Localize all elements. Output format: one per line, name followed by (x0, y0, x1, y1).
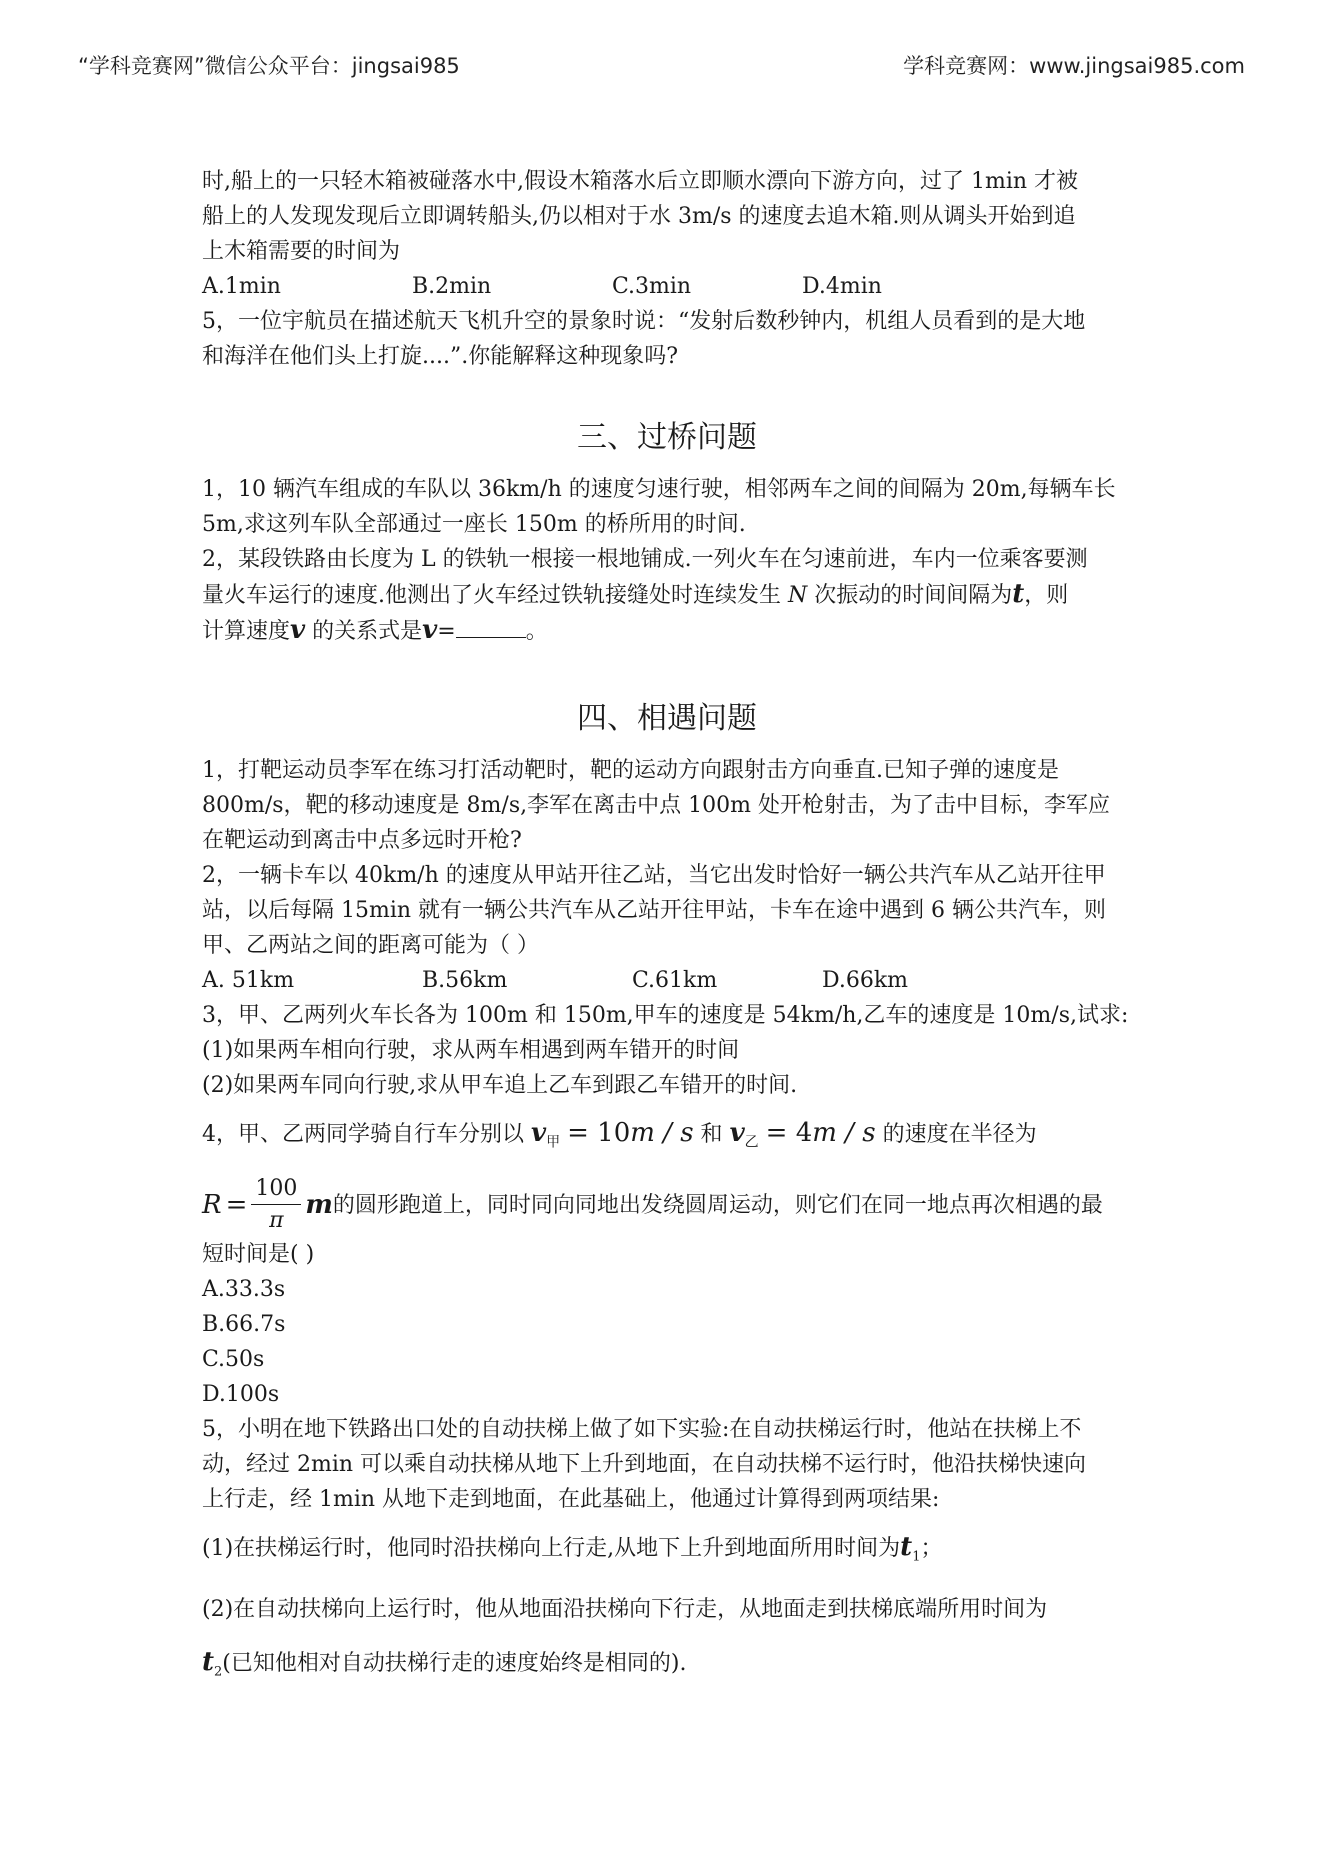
text-segment: (1)在扶梯运行时，他同时沿扶梯向上行走,从地下上升到地面所用时间为 (202, 1536, 901, 1562)
question-text (202, 577, 1132, 613)
subscript: 1 (912, 1549, 921, 1565)
answer-options (202, 963, 1132, 998)
header-right-text: 学科竞赛网：www.jingsai985.com (903, 54, 1245, 78)
question-text (202, 1525, 1132, 1579)
question-text (202, 1174, 1132, 1237)
option-b: B.2min (412, 274, 492, 299)
math-text: = 10 (567, 1118, 631, 1148)
subscript: 甲 (546, 1134, 561, 1151)
text-segment: ； (920, 1536, 943, 1562)
text-segment: 计算速度 (202, 619, 291, 644)
section-title: 三、过桥问题 (577, 420, 757, 455)
option-a: A.33.3s (202, 1277, 286, 1303)
symbol-v: v (290, 615, 306, 645)
symbol-v: v (729, 1118, 745, 1148)
question-text: 2，某段铁路由长度为 L 的铁轨一根接一根地铺成.一列火车在匀速前进，车内一位乘客要测 (202, 547, 1088, 572)
text-segment: (已知他相对自动扶梯行走的速度始终是相同的). (222, 1650, 687, 1676)
question-text (202, 1640, 1132, 1694)
math-text: = (225, 1190, 248, 1221)
question-text: 站，以后每隔 15min 就有一辆公共汽车从乙站开往甲站，卡车在途中遇到 6 辆公共汽车，则 (202, 898, 1107, 923)
question-text: (1)如果两车相向行驶，求从两车相遇到两车错开的时间 (202, 1038, 740, 1063)
text-segment: = (437, 619, 456, 644)
question-text: 5，一位宇航员在描述航天飞机升空的景象时说：“发射后数秒钟内，机组人员看到的是大地 (202, 309, 1086, 334)
text-segment: 量火车运行的速度.他测出了火车经过铁轨接缝处时连续发生 (202, 583, 781, 608)
fraction-numerator: 100 (251, 1174, 301, 1205)
text-segment: ，则 (1024, 583, 1069, 608)
question-text: 和海洋在他们头上打旋....”.你能解释这种现象吗? (202, 344, 679, 369)
text-segment: 和 (700, 1122, 723, 1147)
question-text: 3，甲、乙两列火车长各为 100m 和 150m,甲车的速度是 54km/h,乙车的速度是 10m/s,试求: (202, 1003, 1129, 1028)
question-text: 甲、乙两站之间的距离可能为（ ） (202, 933, 539, 958)
fraction (251, 1174, 301, 1237)
option-c: C.50s (202, 1347, 265, 1373)
symbol-n: N (788, 583, 808, 608)
symbol-m: m (305, 1190, 333, 1221)
answer-options (202, 269, 1132, 304)
text-segment: 。 (525, 619, 548, 644)
option-d: D.100s (202, 1382, 280, 1408)
answer-blank (456, 617, 526, 638)
math-text: m / s (812, 1118, 876, 1148)
option-c: C.3min (612, 274, 692, 299)
question-text: 2，一辆卡车以 40km/h 的速度从甲站开往乙站，当它出发时恰好一辆公共汽车从乙站开往甲 (202, 863, 1106, 888)
question-text: 动，经过 2min 可以乘自动扶梯从地下上升到地面，在自动扶梯不运行时，他沿扶梯快速向 (202, 1452, 1087, 1478)
question-text: 1，10 辆汽车组成的车队以 36km/h 的速度匀速行驶，相邻两车之间的间隔为 20m,每辆车长 (202, 477, 1116, 502)
text-segment: 4，甲、乙两同学骑自行车分别以 (202, 1122, 524, 1147)
symbol-t: t (1012, 579, 1025, 609)
question-text: 短时间是( ) (202, 1242, 315, 1268)
header-left-text: “学科竞赛网”微信公众平台：jingsai985 (78, 54, 460, 78)
option-b: B.66.7s (202, 1312, 286, 1338)
option-a: A.1min (202, 274, 281, 299)
symbol-v: v (422, 615, 438, 645)
symbol-r: R (202, 1190, 222, 1221)
math-text: m / s (630, 1118, 694, 1148)
option-b: B.56km (422, 968, 508, 993)
option-c: C.61km (632, 968, 718, 993)
question-text: 上木箱需要的时间为 (202, 239, 401, 264)
text-segment: 的关系式是 (312, 619, 423, 644)
option-d: D.4min (802, 274, 882, 299)
question-text: 上行走，经 1min 从地下走到地面，在此基础上，他通过计算得到两项结果: (202, 1487, 940, 1513)
subscript: 2 (214, 1664, 223, 1680)
text-segment: 次振动的时间间隔为 (814, 583, 1013, 608)
question-text: 1，打靶运动员李军在练习打活动靶时，靶的运动方向跟射击方向垂直.已知子弹的速度是 (202, 758, 1059, 783)
symbol-v: v (531, 1118, 547, 1148)
symbol-t: t (202, 1646, 215, 1677)
question-text: (2)在自动扶梯向上运行时，他从地面沿扶梯向下行走，从地面走到扶梯底端所用时间为 (202, 1596, 1048, 1622)
section-title: 四、相遇问题 (577, 701, 757, 736)
document-body (202, 164, 1132, 1694)
question-text: 800m/s，靶的移动速度是 8m/s,李军在离击中点 100m 处开枪射击，为了击中目标，李军应 (202, 793, 1110, 818)
question-text: 5，小明在地下铁路出口处的自动扶梯上做了如下实验:在自动扶梯运行时，他站在扶梯上不 (202, 1417, 1082, 1443)
question-text: 船上的人发现发现后立即调转船头,仍以相对于水 3m/s 的速度去追木箱.则从调头开始到追 (202, 204, 1076, 229)
text-segment: 的速度在半径为 (882, 1122, 1037, 1147)
question-text (202, 1111, 1132, 1164)
question-text: 在靶运动到离击中点多远时开枪? (202, 828, 522, 853)
question-text: (2)如果两车同向行驶,求从甲车追上乙车到跟乙车错开的时间. (202, 1073, 798, 1098)
option-a: A. 51km (202, 968, 295, 993)
option-d: D.66km (822, 968, 909, 993)
fraction-denominator: π (269, 1208, 284, 1234)
text-segment: 的圆形跑道上，同时同向同地出发绕圆周运动，则它们在同一地点再次相遇的最 (332, 1193, 1103, 1219)
subscript: 乙 (744, 1134, 759, 1151)
question-text: 时,船上的一只轻木箱被碰落水中,假设木箱落水后立即顺水漂向下游方向，过了 1min 才被 (202, 169, 1079, 194)
math-text: = 4 (765, 1118, 813, 1148)
question-text (202, 613, 1132, 649)
symbol-t: t (900, 1532, 913, 1563)
question-text: 5m,求这列车队全部通过一座长 150m 的桥所用的时间. (202, 512, 746, 537)
